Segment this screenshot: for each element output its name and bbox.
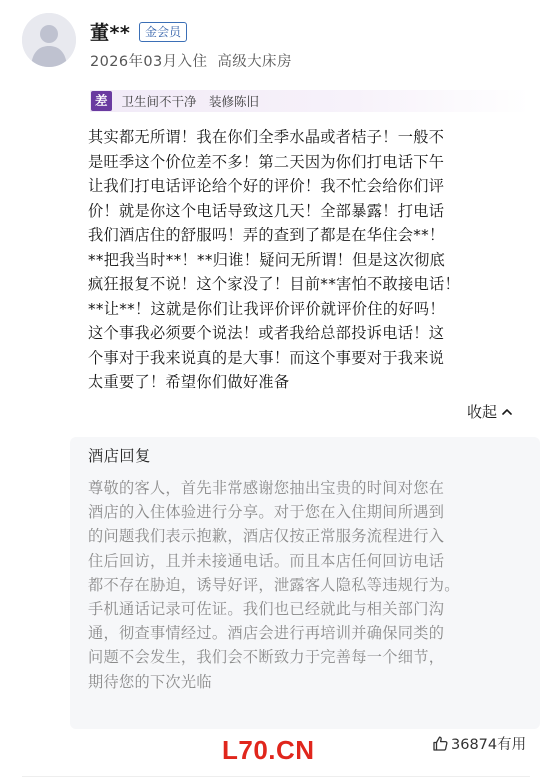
- stay-info: [90, 50, 292, 71]
- helpful-button[interactable]: [432, 733, 526, 754]
- thumbs-up-icon: [432, 735, 449, 752]
- reviewer-name: 董**: [90, 22, 131, 44]
- default-avatar-icon: [22, 13, 76, 67]
- bad-rating-badge: 差: [91, 91, 112, 111]
- collapse-label: 收起: [467, 403, 498, 421]
- rating-tag-row: [90, 90, 530, 112]
- collapse-button[interactable]: [467, 401, 513, 422]
- room-type: 高级大床房: [217, 54, 292, 70]
- avatar[interactable]: [22, 13, 76, 67]
- hotel-reply-text: 尊敬的客人，首先非常感谢您抽出宝贵的时间对您在 酒店的入住体验进行分享。对于您在入住期间所遇到 的问题我们表示抱歉，酒店仅按正常服务流程进行入 住后回访，且并未接通电话。而且本店任何回访电话 都不存在胁迫，诱导好评，泄露客人隐私等违规行为。 手机通话记录可佐证。我们也已经就此与相关部门沟 通，彻查事情经过。酒店会进行再培训并确保同类的 问题不会发生，我们会不断致力于完善每一个细节， 期待您的下次光临: [88, 479, 460, 691]
- bottom-divider: [22, 776, 530, 777]
- hotel-reply-title: 酒店回复: [88, 447, 151, 465]
- rating-tags: 卫生间不干净 装修陈旧: [121, 94, 260, 109]
- helpful-count: 36874有用: [451, 737, 527, 753]
- watermark: L70.CN: [222, 735, 315, 765]
- member-badge: 金会员: [139, 22, 187, 42]
- chevron-up-icon: [501, 407, 513, 417]
- stay-date: 2026年03月入住: [90, 54, 208, 70]
- review-text: 其实都无所谓！我在你们全季水晶或者桔子！一般不 是旺季这个价位差不多！第二天因为你们打电话下午 让我们打电话评论给个好的评价！我不忙会给你们评 价！就是你这个电话导致这几天！全部暴露！打电话 我们酒店住的舒服吗！弄的查到了都是在华住会**！ **把我当时**！**归谁！疑问无所谓！但是这次彻底 疯狂报复不说！这个家没了！目前**害怕不敢接电话！ **让**！这就是你们让我评价评价就评价住的好吗！ 这个事我必须要个说法！或者我给总部投诉电话！这 个事对于我来说真的是大事！而这个事要对于我来说 太重要了！希望你们做好准备: [88, 128, 460, 391]
